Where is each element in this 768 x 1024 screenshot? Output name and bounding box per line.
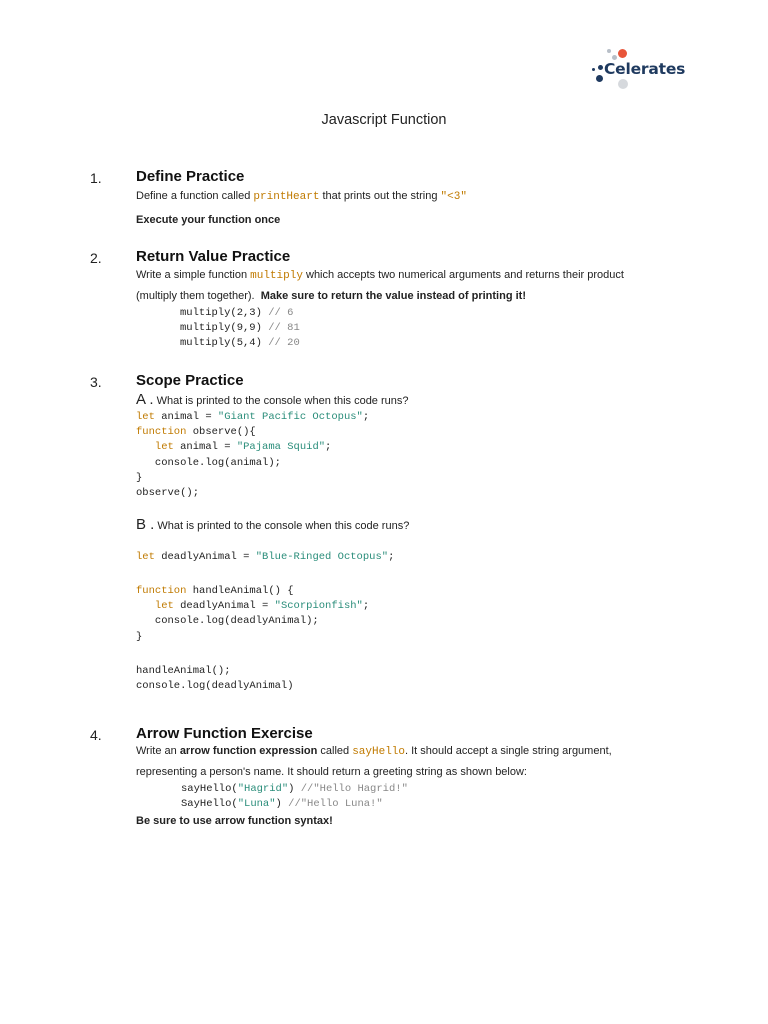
- code-line: SayHello("Luna") //"Hello Luna!": [181, 798, 383, 811]
- code-examples: [181, 782, 408, 812]
- desc-text: called: [317, 745, 353, 757]
- desc-text: which accepts two numerical arguments and returns their product: [302, 269, 624, 281]
- code-block-b: let deadlyAnimal = "Blue-Ringed Octopus";: [136, 551, 395, 563]
- question-b: [136, 515, 656, 536]
- desc-text: . It should accept a single string argument,: [405, 745, 612, 757]
- question-text: What is printed to the console when this code runs?: [157, 520, 410, 532]
- logo-dot-orange: [618, 49, 627, 58]
- logo-dot-navy: [596, 75, 603, 82]
- code-line: multiply(5,4) // 20: [180, 337, 300, 350]
- question-letter: A .: [136, 391, 154, 408]
- desc-text: that prints out the string: [319, 190, 441, 202]
- code-examples: [180, 306, 300, 352]
- code-line: multiply(2,3) // 6: [180, 307, 294, 319]
- section-description: [136, 265, 656, 306]
- section-heading: Scope Practice: [136, 372, 244, 389]
- logo-dot-small: [592, 68, 595, 71]
- function-name: printHeart: [253, 191, 320, 203]
- section-number: 1.: [90, 170, 102, 186]
- logo-dot-gray: [618, 79, 628, 89]
- string-literal: "<3": [440, 191, 467, 203]
- question-text: What is printed to the console when this code runs?: [156, 395, 409, 407]
- desc-bold: arrow function expression: [179, 745, 318, 757]
- logo-dot-navy: [598, 65, 603, 70]
- section-description: [136, 741, 656, 782]
- function-name: sayHello: [352, 746, 406, 758]
- code-block-b-calls: handleAnimal(); console.log(deadlyAnimal): [136, 665, 294, 693]
- desc-text: representing a person's name. It should return a greeting string as shown below:: [136, 766, 527, 778]
- code-line: multiply(9,9) // 81: [180, 322, 300, 335]
- section-note: Be sure to use arrow function syntax!: [136, 815, 333, 827]
- section-number: 2.: [90, 250, 102, 266]
- code-block-b-function: function handleAnimal() { let deadlyAnimal = "Scorpionfish"; console.log(deadlyAnimal); }: [136, 585, 370, 643]
- function-name: multiply: [250, 270, 303, 282]
- code-line: sayHello("Hagrid") //"Hello Hagrid!": [181, 783, 408, 795]
- section-heading: Arrow Function Exercise: [136, 725, 313, 742]
- section-description: [136, 186, 656, 207]
- celerates-logo: [590, 46, 690, 92]
- section-number: 3.: [90, 374, 102, 390]
- desc-text: Write a simple function: [136, 269, 251, 281]
- desc-bold: Make sure to return the value instead of printing it!: [260, 290, 526, 302]
- question-letter: B .: [136, 516, 155, 533]
- desc-text: Write an: [136, 745, 180, 757]
- logo-text: Celerates: [604, 60, 686, 78]
- question-a: [136, 390, 656, 411]
- logo-dot-small: [607, 49, 611, 53]
- section-heading: Return Value Practice: [136, 248, 291, 265]
- section-heading: Define Practice: [136, 168, 245, 185]
- code-block-a: let animal = "Giant Pacific Octopus"; function observe(){ let animal = "Pajama Squid"; console.log(animal); } observe();: [136, 411, 370, 500]
- desc-text: Define a function called: [136, 190, 254, 202]
- desc-text: (multiply them together).: [136, 290, 255, 302]
- section-number: 4.: [90, 727, 102, 743]
- section-note: Execute your function once: [136, 214, 281, 226]
- page-title: Javascript Function: [321, 112, 447, 128]
